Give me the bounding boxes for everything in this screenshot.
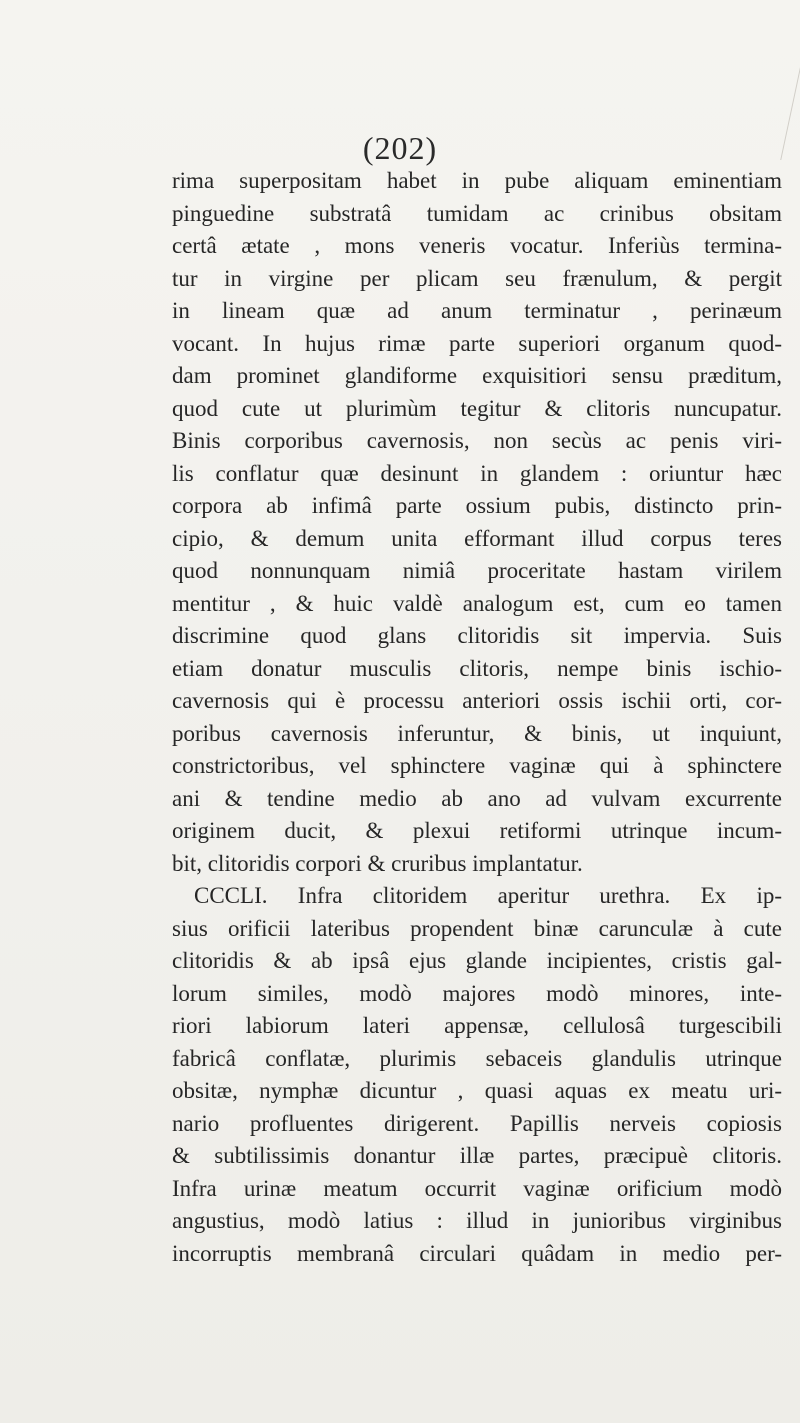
- text-line: tur in virgine per plicam seu frænulum, & pergit: [172, 265, 782, 291]
- text-line: lis conflatur quæ desinunt in glandem : oriuntur hæc: [172, 460, 782, 486]
- text-line: lorum similes, modò majores modò minores, inte-: [172, 980, 782, 1006]
- text-line: angustius, modò latius : illud in junioribus virginibus: [172, 1208, 782, 1233]
- text-line: rima superpositam habet in pube aliquam eminentiam: [172, 168, 782, 193]
- text-line: discrimine quod glans clitoridis sit impervia. Suis: [172, 623, 782, 648]
- page-number: (202): [362, 130, 438, 166]
- text-line: constrictoribus, vel sphinctere vaginæ qui à sphinctere: [172, 753, 782, 778]
- text-line: cipio, & demum unita efformant illud corpus teres: [172, 525, 782, 551]
- text-line: & subtilissimis donantur illæ partes, præcipuè clitoris.: [172, 1143, 782, 1168]
- text-line: dam prominet glandiforme exquisitiori sensu præditum,: [172, 363, 782, 388]
- body-text: [172, 165, 782, 1270]
- text-line: incorruptis membranâ circulari quâdam in medio per-: [172, 1240, 782, 1266]
- text-line: sius orificii lateribus propendent binæ carunculæ à cute: [172, 915, 782, 941]
- text-line: Binis corporibus cavernosis, non secùs ac penis viri-: [172, 428, 782, 453]
- text-line: fabricâ conflatæ, plurimis sebaceis glandulis utrinque: [172, 1045, 782, 1071]
- text-line: bit, clitoridis corpori & cruribus implantatur.: [172, 850, 583, 876]
- text-line: ani & tendine medio ab ano ad vulvam excurrente: [172, 785, 782, 811]
- text-line: corpora ab infimâ parte ossium pubis, distincto prin-: [172, 493, 782, 518]
- text-line: etiam donatur musculis clitoris, nempe binis ischio-: [172, 655, 782, 681]
- paragraph-start-line: CCCLI. Infra clitoridem aperitur urethra. Ex ip-: [194, 883, 782, 908]
- text-line: nario profluentes dirigerent. Papillis nerveis copiosis: [172, 1110, 782, 1136]
- text-line: Infra urinæ meatum occurrit vaginæ orificium modò: [172, 1175, 782, 1201]
- text-line: vocant. In hujus rimæ parte superiori organum quod-: [172, 330, 782, 356]
- text-line: riori labiorum lateri appensæ, cellulosâ turgescibili: [172, 1013, 782, 1038]
- text-line: quod cute ut plurimùm tegitur & clitoris nuncupatur.: [172, 395, 782, 421]
- text-line: certâ ætate , mons veneris vocatur. Inferiùs termina-: [172, 233, 782, 258]
- text-line: mentitur , & huic valdè analogum est, cum eo tamen: [172, 590, 782, 616]
- text-line: pinguedine substratâ tumidam ac crinibus obsitam: [172, 200, 782, 226]
- text-line: quod nonnunquam nimiâ proceritate hastam virilem: [172, 558, 782, 583]
- text-line: obsitæ, nymphæ dicuntur , quasi aquas ex meatu uri-: [172, 1078, 782, 1103]
- text-line: cavernosis qui è processu anteriori ossis ischii orti, cor-: [172, 688, 782, 713]
- text-line: poribus cavernosis inferuntur, & binis, ut inquiunt,: [172, 720, 782, 746]
- text-line: clitoridis & ab ipsâ ejus glande incipientes, cristis gal-: [172, 948, 782, 973]
- text-line: originem ducit, & plexui retiformi utrinque incum-: [172, 818, 782, 843]
- text-line: in lineam quæ ad anum terminatur , perinæum: [172, 298, 782, 323]
